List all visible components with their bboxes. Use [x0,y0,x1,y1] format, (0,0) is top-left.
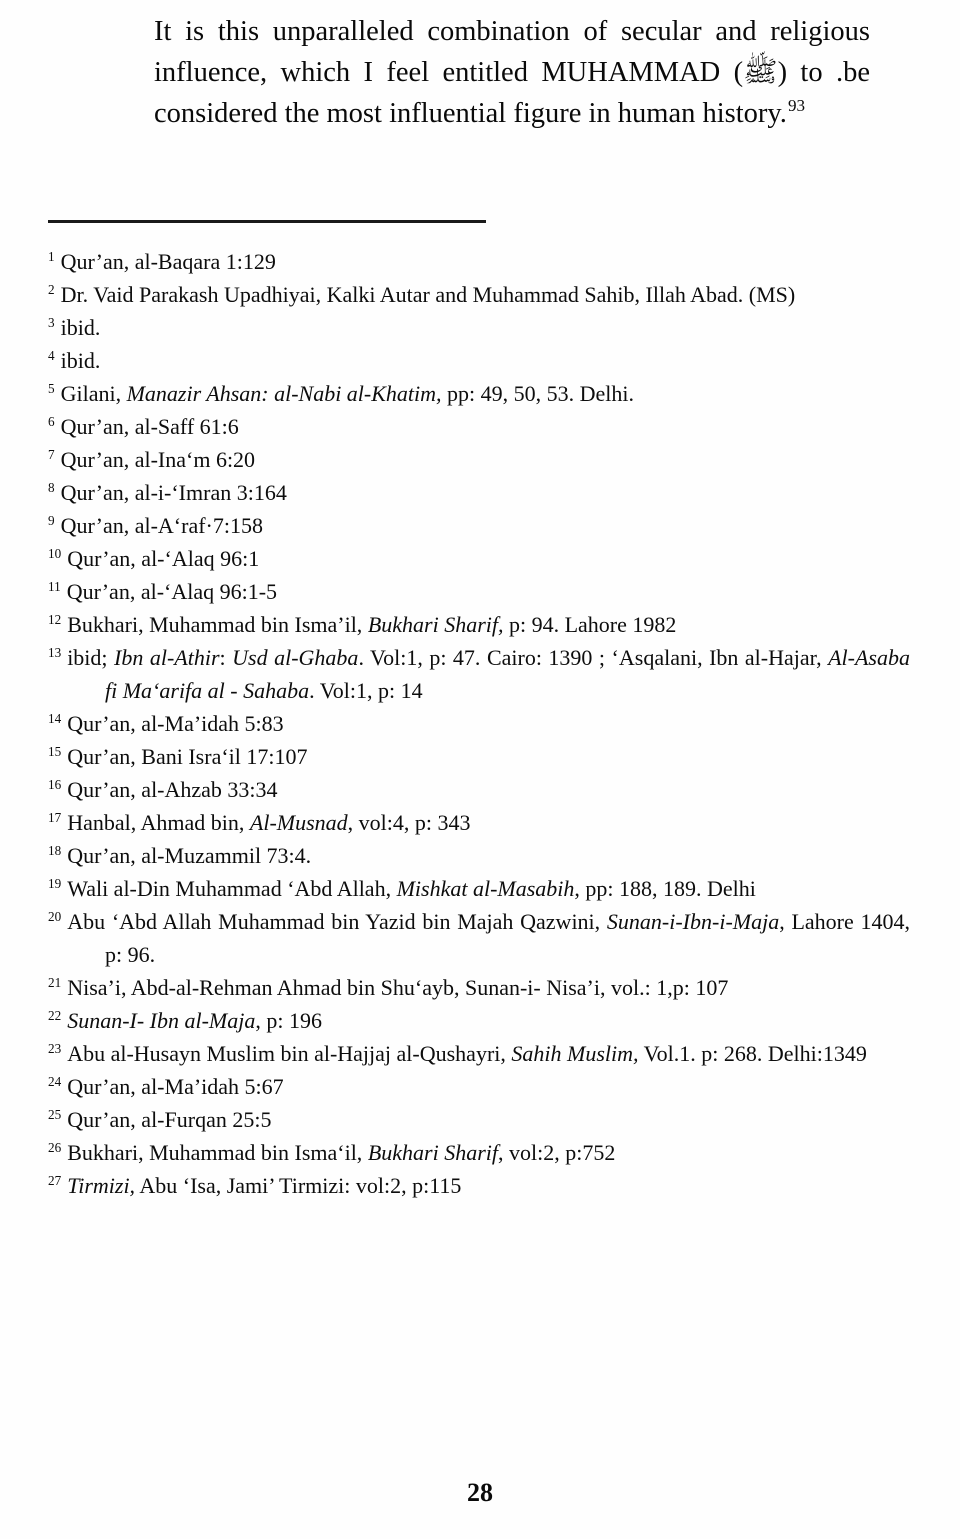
footnote-item [48,905,910,971]
footnote-text-italic: Al-Musnad [249,810,348,836]
footnote-item [48,443,910,476]
footnote-text: Abu ‘Abd Allah Muhammad bin Yazid bin Majah Qazwini, [67,909,607,935]
footnote-text: Qur’an, al-Ahzab 33:34 [67,777,278,803]
footnote-item [48,707,910,740]
footnote-text: . Vol:1, p: 14 [309,678,423,704]
footnote-text: pp: 49, 50, 53. Delhi. [441,381,635,407]
footnote-item [48,1037,910,1070]
footnotes-list [48,245,910,1202]
footnote-text: Qur’an, al-Baqara 1:129 [60,249,276,275]
footnote-number: 18 [48,842,62,858]
footnote-text: , pp: 188, 189. Delhi [574,876,756,902]
footnote-text: : [219,645,233,671]
footnote-text: ibid. [60,348,101,374]
footnote-number: 27 [48,1172,62,1188]
footnote-item [48,1103,910,1136]
footnote-item [48,245,910,278]
footnote-number: 12 [48,611,62,627]
footnote-text: , Lahore 1404, p: 96. [105,909,910,968]
footnote-text: Qur’an, Bani Isra‘il 17:107 [67,744,308,770]
footnote-text: , vol:4, p: 343 [347,810,471,836]
footnote-number: 1 [48,248,55,264]
footnote-text: Hanbal, Ahmad bin, [67,810,250,836]
footnote-text: Qur’an, al-Ina‘m 6:20 [60,447,256,473]
footnote-separator-rule [48,220,486,223]
footnote-text: Bukhari, Muhammad bin Isma‘il, [67,1140,368,1166]
footnote-text: . Vol:1, p: 47. Cairo: 1390 ; ‘Asqalani, Ibn al-Hajar, [358,645,829,671]
footnote-item [48,377,910,410]
footnote-number: 13 [48,644,62,660]
footnote-text-italic: Sunan-I- Ibn al-Maja [67,1008,256,1034]
footnote-item [48,740,910,773]
footnote-text: , p: 196 [255,1008,322,1034]
footnote-number: 16 [48,776,62,792]
footnote-number: 7 [48,446,55,462]
footnote-item [48,839,910,872]
footnote-item [48,410,910,443]
footnote-number: 17 [48,809,62,825]
footnote-text-italic: Usd al-Ghaba [232,645,359,671]
footnote-number: 5 [48,380,55,396]
footnote-text-italic: Manazir Ahsan: al-Nabi al-Khatim, [126,381,442,407]
footnote-item [48,641,910,707]
footnote-number: 25 [48,1106,62,1122]
quote-footnote-ref: 93 [787,96,806,115]
footnote-text: ibid; [67,645,115,671]
footnote-number: 2 [48,281,55,297]
footnote-number: 24 [48,1073,62,1089]
footnote-text: Bukhari, Muhammad bin Isma’il, [67,612,368,638]
footnote-text: , vol:2, p:752 [497,1140,616,1166]
footnote-item [48,773,910,806]
footnote-text-italic: Al-Asaba fi Ma‘arifa al - Sahaba [105,645,910,704]
footnote-number: 15 [48,743,62,759]
footnote-number: 9 [48,512,55,528]
footnote-text: Wali al-Din Muhammad ‘Abd Allah, [67,876,397,902]
footnote-number: 19 [48,875,62,891]
footnote-text-italic: Sunan-i-Ibn-i-Maja [606,909,780,935]
footnote-number: 22 [48,1007,62,1023]
footnote-number: 23 [48,1040,62,1056]
footnote-number: 20 [48,908,62,924]
footnote-number: 11 [48,578,61,594]
footnote-item [48,344,910,377]
footnote-text: Qur’an, al-i-‘Imran 3:164 [60,480,287,506]
footnote-text: Qur’an, al-Saff 61:6 [60,414,239,440]
footnote-text: Qur’an, al-Muzammil 73:4. [67,843,312,869]
footnote-text-italic: Sahih Muslim, [511,1041,639,1067]
footnote-number: 4 [48,347,55,363]
footnote-text-italic: Mishkat al-Masabih [396,876,575,902]
footnote-number: 21 [48,974,62,990]
footnote-text: Abu al-Husayn Muslim bin al-Hajjaj al-Qushayri, [67,1041,512,1067]
footnote-number: 10 [48,545,62,561]
footnote-text-italic: Bukhari Sharif [367,1140,498,1166]
footnote-text: Qur’an, al-Ma’idah 5:67 [67,1074,284,1100]
footnote-number: 26 [48,1139,62,1155]
footnote-item [48,1004,910,1037]
footnote-text: Qur’an, al-Furqan 25:5 [67,1107,272,1133]
footnote-item [48,311,910,344]
footnote-number: 8 [48,479,55,495]
footnote-text: Abu ‘Isa, Jami’ Tirmizi: vol:2, p:115 [135,1173,462,1199]
footnote-text: Vol.1. p: 268. Delhi:1349 [638,1041,867,1067]
footnote-text: Qur’an, al-A‘raf·7:158 [60,513,263,539]
quote-text: It is this unparalleled combination of secular and religious influence, which I feel entitled MUHAMMAD (ﷺ) to .be considered the most influential figure in human history. [154,16,870,129]
footnote-item [48,278,910,311]
footnote-item [48,509,910,542]
footnote-text: Qur’an, al-‘Alaq 96:1-5 [66,579,278,605]
footnote-item [48,476,910,509]
footnote-item [48,971,910,1004]
footnote-text-italic: Ibn al-Athir [114,645,220,671]
footnote-text: p: 94. Lahore 1982 [503,612,677,638]
footnote-text: Dr. Vaid Parakash Upadhiyai, Kalki Autar and Muhammad Sahib, Illah Abad. (MS) [60,282,796,308]
footnote-item [48,806,910,839]
footnote-item [48,575,910,608]
footnote-item [48,1169,910,1202]
footnote-item [48,1070,910,1103]
footnote-text-italic: Tirmizi, [67,1173,136,1199]
footnote-item [48,872,910,905]
footnote-text: ibid. [60,315,101,341]
footnote-item [48,542,910,575]
page-number: 28 [467,1478,493,1507]
footnote-number: 14 [48,710,62,726]
footnote-text: Nisa’i, Abd-al-Rehman Ahmad bin Shu‘ayb, Sunan-i- Nisa’i, vol.: 1,p: 107 [67,975,729,1001]
footnote-number: 6 [48,413,55,429]
footnote-item [48,608,910,641]
footnote-text: Gilani, [60,381,127,407]
footnote-text: Qur’an, al-Ma’idah 5:83 [67,711,284,737]
footnote-text: Qur’an, al-‘Alaq 96:1 [67,546,260,572]
footnote-item [48,1136,910,1169]
footnote-text-italic: Bukhari Sharif, [367,612,504,638]
quote-block [154,12,870,134]
footnote-number: 3 [48,314,55,330]
